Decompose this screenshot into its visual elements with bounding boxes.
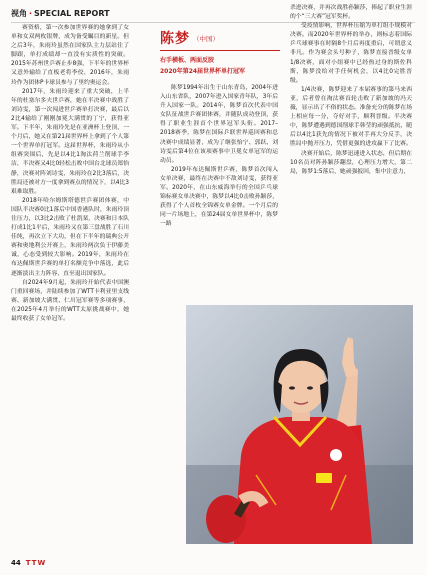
player-achievement: 2020年第24届世界杯单打冠军 (160, 68, 246, 75)
page-footer (11, 556, 46, 570)
player-photo (186, 305, 413, 544)
page-number: 44 (11, 559, 21, 567)
player-photo-illustration (186, 305, 413, 544)
paragraph: 陈梦1994年出生于山东青岛，2004年进入山东省队，2007年进入国家青年队，3年后升入国家一队。2014年，陈梦首次代表中国女队征战世乒赛团体赛，并随队成功登顶，获得了职业生涯首个世界冠军头衔。2017–2018赛季，陈梦在国际乒联世界巡回赛和总决赛中成绩显著，成为了继张怡宁、郭跃、刘诗雯后第4位在该项赛事中卫冕女单冠军的运动员。 (160, 85, 278, 164)
column-middle (160, 84, 278, 230)
paragraph: 赛资格，第一次参加世界赛的她拿到了女单和女双两枚银牌，成为备受瞩目的新星。但之后3年，朱雨玲虽然在国家队主力层站住了脚跟，单打成绩却一直没有实质性的突破。2015年苏州世乒赛止步8强，下半年的世界杯又意外输给了直板老将李佼，2016年，朱雨玲作为团体P卡球员参与了里约奥运会。 (11, 25, 129, 86)
player-style: 右手横板、两面反胶 (160, 57, 215, 64)
player-name: 陈梦 (160, 31, 190, 47)
paragraph: 2018年哈尔姆斯塔德世乒赛团体赛，中国队半决赛0比1落后中国香港队时，朱雨玲顶住压力，以3比2击败了杜凯琹，决赛和日本队打成1比1平后，朱雨玲又在第三盘战胜了石川佳纯，再次立下大功，但在下半年的瑞典公开赛和奥地利公开赛上，朱雨玲两次负于伊藤美诚，心态受到较大影响。2019年，朱雨玲在布达佩斯世乒赛的单打名额竞争中落选，此后逐渐淡出主力阵容，直至退出国家队。 (11, 197, 129, 277)
column-right (290, 4, 412, 177)
paragraph: 2019年布达佩斯世乒赛，陈梦首次闯入女单决赛，最终在决赛中不敌刘诗雯，获得亚军。2020年，在山东威海举行的全国乒乓球锦标赛女单决赛中，陈梦以4比0击败孙颖莎，获得了个人首枚全锦赛女单金牌。一个月后的同一片场地上，在第24届女单世界杯中，陈梦一路 (160, 166, 278, 228)
section-title-cn: 视角 (11, 8, 27, 18)
section-title-en: SPECIAL REPORT (34, 8, 110, 18)
column-left (11, 24, 129, 324)
profile-title-block (160, 28, 280, 75)
paragraph: 受疫情影响，世界杯压缩为单打组小规模对决赛。而2020年世界杯的举办，则标志着国际乒乓球赛事在时隔8个月后再度重启，可谓意义非凡。作为赛会头号种子，陈梦直接晋级女单1/8决赛，面对小组赛中已经热过身的斯佐科斯，陈梦没给对手任何机会，以4比0完胜晋级。 (290, 23, 412, 84)
magazine-logo: TTW (25, 559, 47, 567)
paragraph: 杀进决赛，并再次战胜孙颖莎，捧起了职业生涯的个“三大赛”冠军奖杯。 (290, 5, 412, 21)
paragraph: 决赛开始后，陈梦迅速进入状态，但后期在10名员对阵孙颖莎翻盘，心理压力增大，第二局，陈梦1:5落后，她顽强扳回，集中注意力， (290, 150, 412, 175)
paragraph: 自2024年9月起，朱雨玲开始代表中国澳门重回赛场，并陆续参加了WTT卡利亚里支线赛、新加坡大满贯、仁川冠军赛等多项赛事，在2025年4月举行的WTT太原挑战赛中，她最终收获了女单冠军。 (11, 279, 129, 322)
title-divider (160, 50, 280, 51)
paragraph: 1/4决赛，陈梦迎来了本届赛事的第马来西亚，后者曾在淘汰赛首轮击败了新加坡的冯天薇，显示出了不俗的状态。准备充分的陈梦在场上相应每一分，夺好对手，顺利晋级。半决赛中，陈梦遭遇到德国削球手韩莹的顽强抵抗，随后以4比1获先的情况下被对手再大分反手，决胜局中抛开压力，凭借更强的进攻赢下了比赛。 (290, 86, 412, 148)
section-header (11, 6, 110, 20)
player-country: （中国） (193, 35, 219, 43)
paragraph: 2017年，朱雨玲迎来了重大突破，上半年的杜塞尔多夫世乒赛，她在半决赛中战胜了刘诗雯，第一次闯进世乒赛单打决赛，最后以2比4输给了刚刚加冕大满贯的丁宁，获得亚军。下半年，朱雨玲先是在亚洲杯上登顶，一个月后，她又在第21届世界杯上拿到了个人第一个世界单打冠军。这届世界杯，朱雨玲从小组赛突围后，先是以4比1淘汰荷兰削球手李洁，半决赛又4比0轻松击败中国台北球员郑怡静，决赛对阵刘诗雯，朱雨玲在2比3落后，决胜局还被对方一度拿到赛点的情况下，以4比3艰难取胜。 (11, 88, 129, 195)
section-separator: · (29, 8, 33, 18)
